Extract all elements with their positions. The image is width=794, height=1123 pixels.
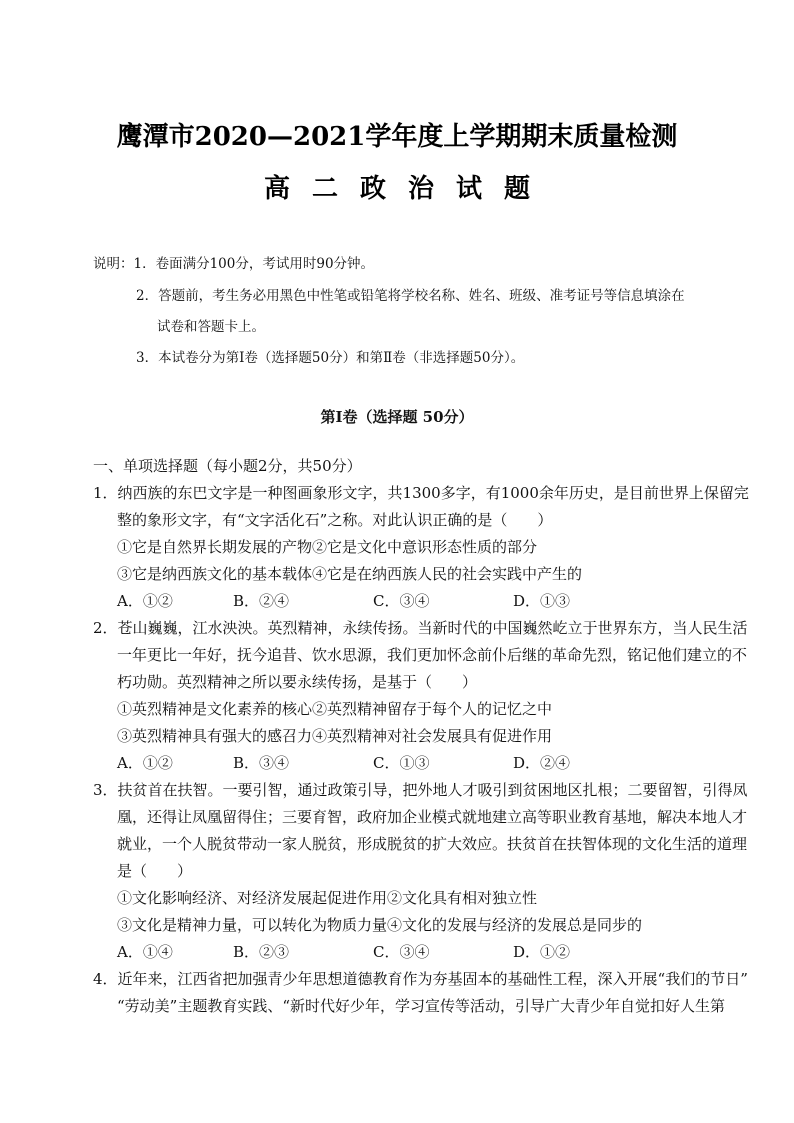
q4-stem-line-1: 4．近年来，江西省把加强青少年思想道德教育作为夯基固本的基础性工程，深入开展“我们的节日” xyxy=(93,970,748,988)
q3-option-c: C．③④ xyxy=(373,943,430,961)
q1-option-c: C．③④ xyxy=(373,592,430,610)
q1-statement-1: ①它是自然界长期发展的产物②它是文化中意识形态性质的部分 xyxy=(117,538,538,556)
q2-statement-2: ③英烈精神具有强大的感召力④英烈精神对社会发展具有促进作用 xyxy=(117,727,553,745)
q3-option-b: B．②③ xyxy=(233,943,290,961)
q1-stem-line-2: 整的象形文字，有“文字活化石”之称。对此认识正确的是（ ） xyxy=(117,511,553,529)
q3-stem-line-4: 是（ ） xyxy=(117,862,193,880)
q3-stem-line-3: 就业，一个人脱贫带动一家人脱贫，形成脱贫的扩大效应。扶贫首在扶智体现的文化生活的道理 xyxy=(117,835,748,853)
q2-option-a: A．①② xyxy=(117,754,173,772)
q3-statement-1: ①文化影响经济、对经济发展起促进作用②文化具有相对独立性 xyxy=(117,889,538,907)
note-line-2a: 2．答题前，考生务必用黑色中性笔或铅笔将学校名称、姓名、班级、准考证号等信息填涂在 xyxy=(136,288,685,304)
q1-option-d: D．①③ xyxy=(513,592,571,610)
q1-stem-line-1: 1．纳西族的东巴文字是一种图画象形文字，共1300多字，有1000余年历史，是目前世界上保留完 xyxy=(93,484,749,502)
q3-option-a: A．①④ xyxy=(117,943,173,961)
q4-stem-line-2: “劳动美”主题教育实践、“新时代好少年，学习宣传等活动，引导广大青少年自觉扣好人生第 xyxy=(117,997,726,1015)
q2-option-d: D．②④ xyxy=(513,754,571,772)
section-title: 第Ⅰ卷（选择题 50分） xyxy=(320,408,474,426)
q2-stem-line-1: 2．苍山巍巍，江水泱泱。英烈精神，永续传扬。当新时代的中国巍然屹立于世界东方，当人民生活 xyxy=(93,619,748,637)
q1-option-a: A．①② xyxy=(117,592,173,610)
exam-subtitle: 高二政治试题 xyxy=(263,174,552,204)
note-line-3: 3．本试卷分为第Ⅰ卷（选择题50分）和第Ⅱ卷（非选择题50分）。 xyxy=(136,350,525,366)
q2-option-c: C．①③ xyxy=(373,754,430,772)
q1-statement-2: ③它是纳西族文化的基本载体④它是在纳西族人民的社会实践中产生的 xyxy=(117,565,583,583)
q2-option-b: B．③④ xyxy=(233,754,290,772)
part-heading: 一、单项选择题（每小题2分，共50分） xyxy=(93,457,362,475)
q2-stem-line-2: 一年更比一年好，抚今追昔、饮水思源，我们更加怀念前仆后继的革命先烈，铭记他们建立的不 xyxy=(117,646,748,664)
q2-stem-line-3: 朽功勋。英烈精神之所以要永续传扬，是基于（ ） xyxy=(117,673,478,691)
q1-option-b: B．②④ xyxy=(233,592,290,610)
note-line-1: 说明：1．卷面满分100分，考试用时90分钟。 xyxy=(93,256,375,272)
q3-stem-line-1: 3．扶贫首在扶智。一要引智，通过政策引导，把外地人才吸引到贫困地区扎根；二要留智，引得凤 xyxy=(93,781,748,799)
note-line-2b: 试卷和答题卡上。 xyxy=(157,319,265,335)
q3-statement-2: ③文化是精神力量，可以转化为物质力量④文化的发展与经济的发展总是同步的 xyxy=(117,916,643,934)
q3-stem-line-2: 凰，还得让凤凰留得住；三要育智，政府加企业模式就地建立高等职业教育基地，解决本地人才 xyxy=(117,808,748,826)
q3-option-d: D．①② xyxy=(513,943,571,961)
q2-statement-1: ①英烈精神是文化素养的核心②英烈精神留存于每个人的记忆之中 xyxy=(117,700,553,718)
exam-title: 鹰潭市2020—2021学年度上学期期末质量检测 xyxy=(116,122,678,152)
